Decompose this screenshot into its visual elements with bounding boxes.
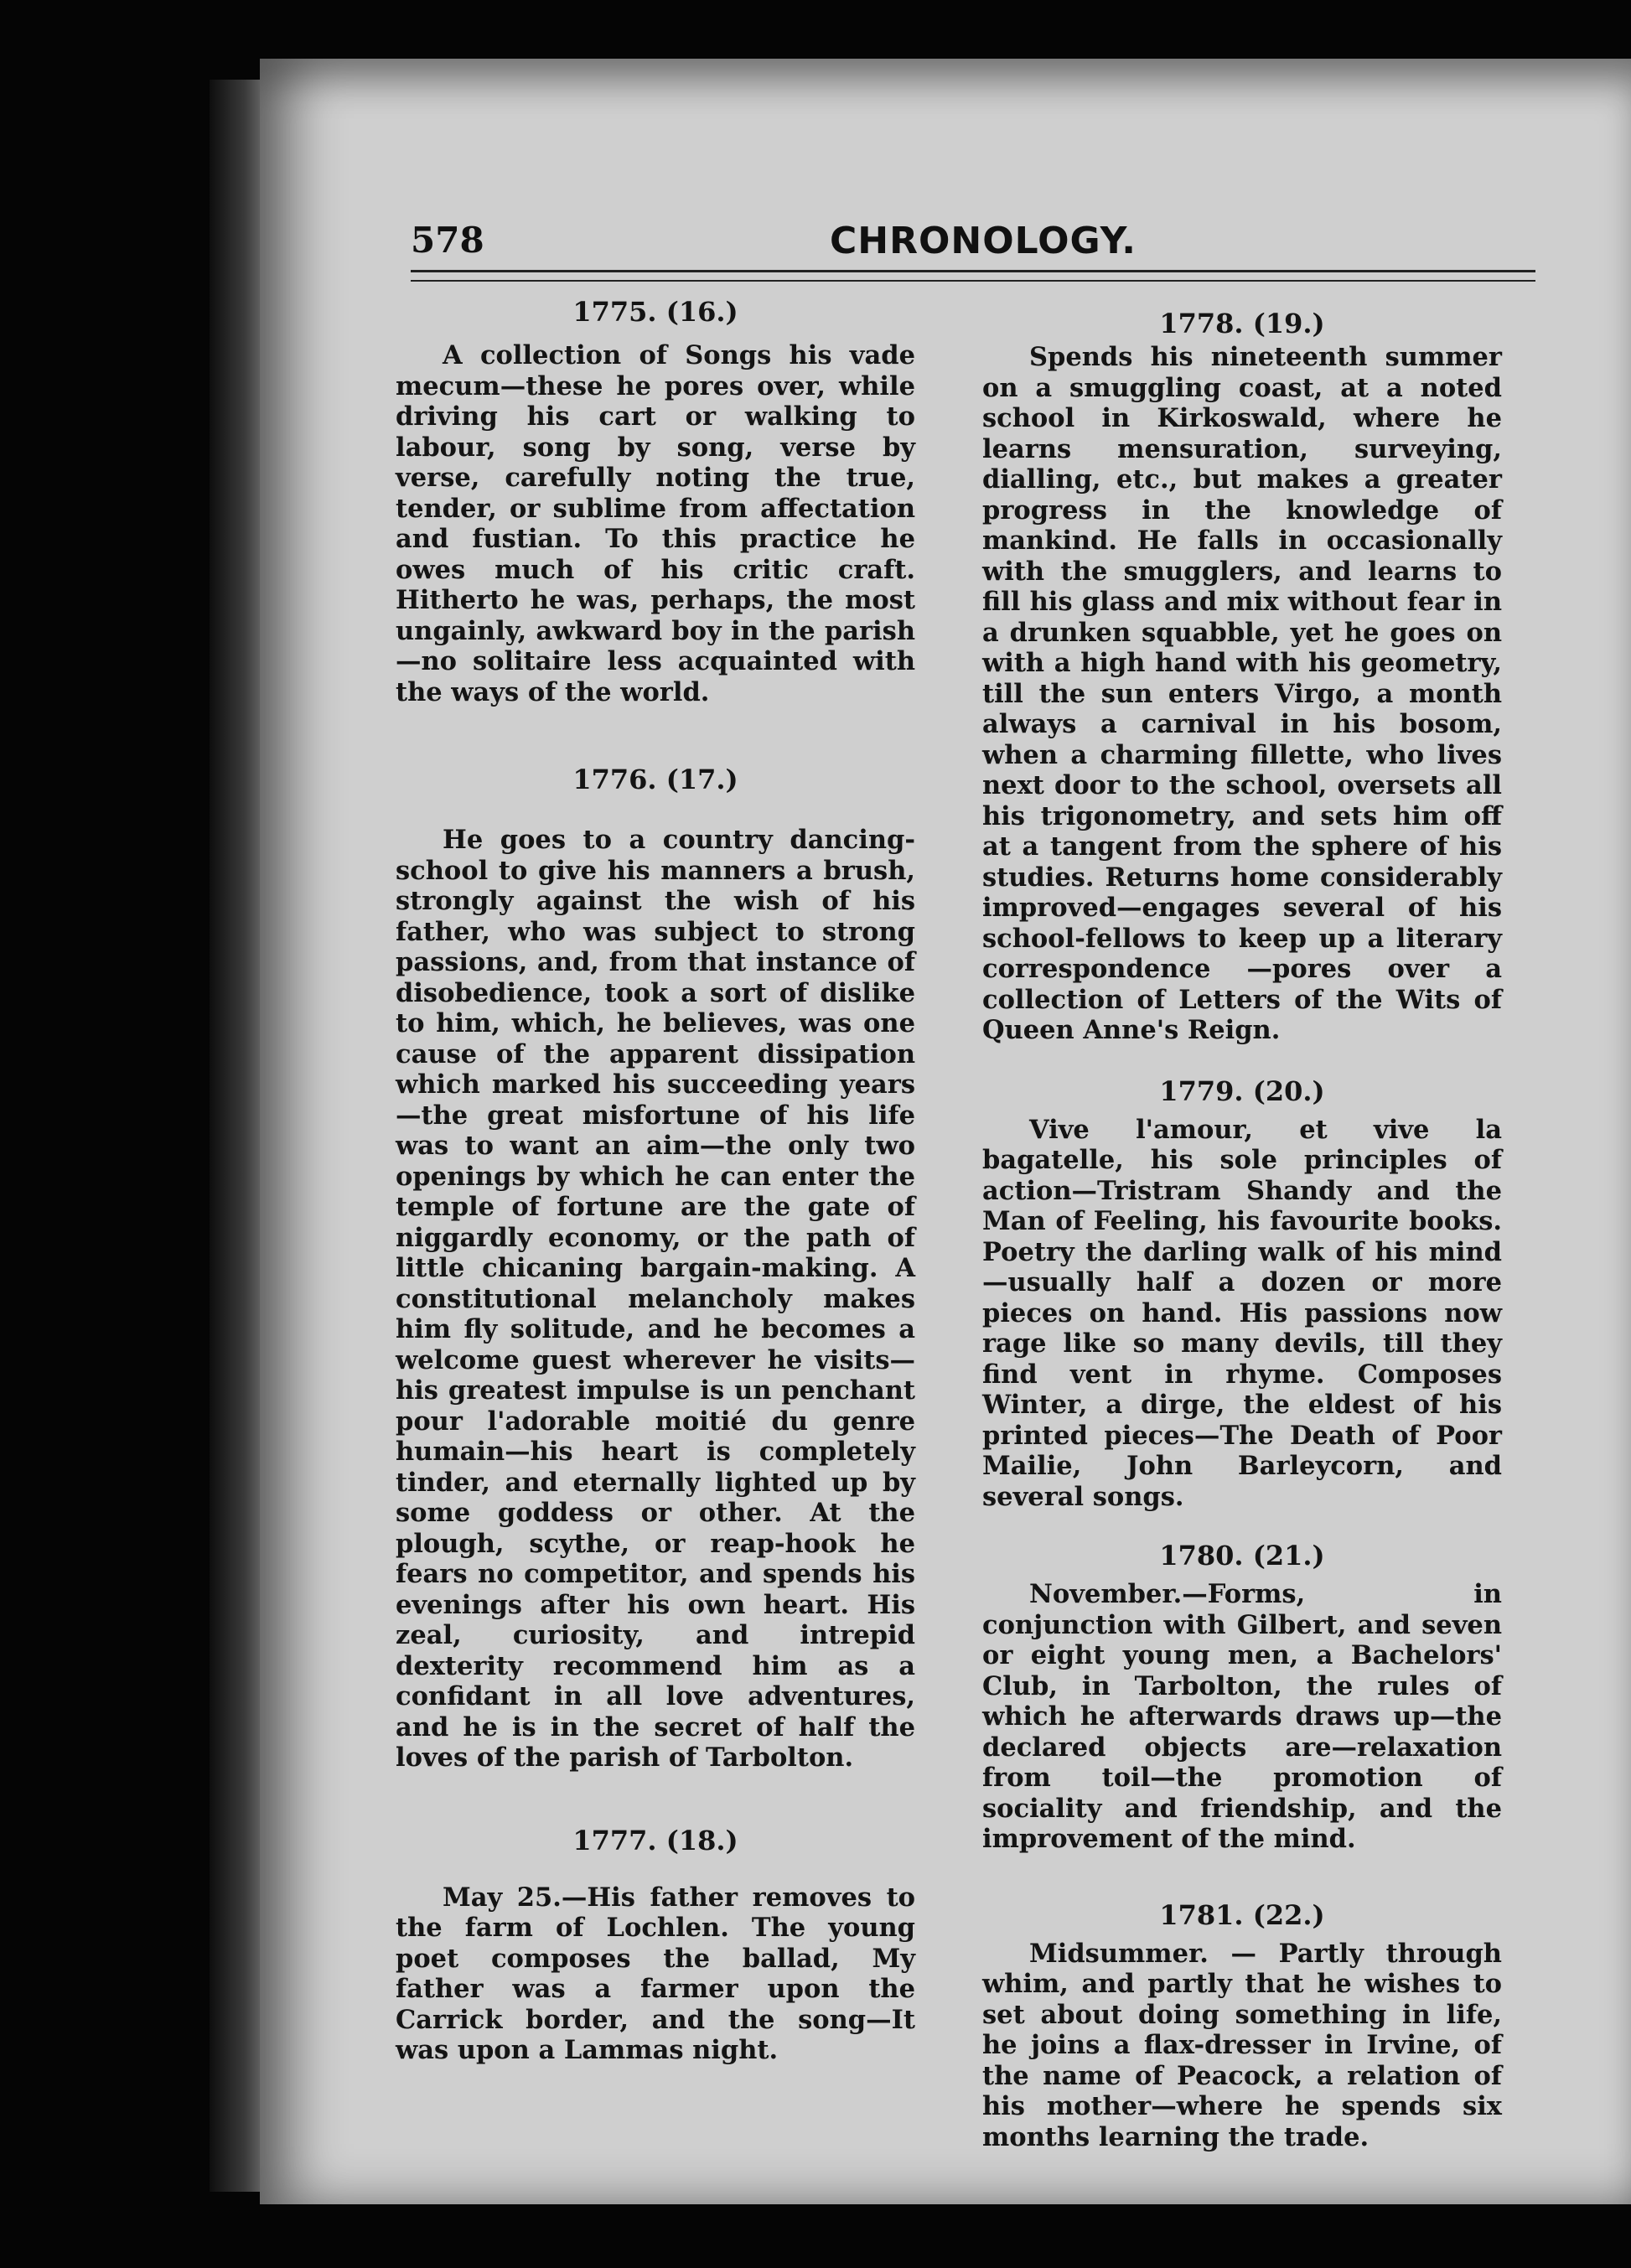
entry-text: Spends his nineteenth summer on a smuggling coast, at a noted school in Kirkoswald, where he learns mensuration, surveying, dialling, etc., but makes a greater progress in the knowledge of mankind. He falls in occasionally with the smugglers, and learns to fill his glass and mix without fear in a drunken squabble, yet he goes on with a high hand with his geometry, till the sun enters Virgo, a month always a carnival in his bosom, when a charming fillette, who lives next door to the school, oversets all his trigonometry, and sets him off at a tangent from the sphere of his studies. Returns home considerably improved—engages several of his school-fellows to keep up a literary correspondence —pores over a collection of Letters of the Wits of Queen Anne's Reign. bbox=[982, 342, 1502, 1045]
entry-text: A collection of Songs his vade mecum—these he pores over, while driving his cart or walking to labour, song by song, verse by verse, carefully noting the true, tender, or sublime from affectation and fustian. To this practice he owes much of his critic craft. Hitherto he was, perhaps, the most ungainly, awkward boy in the parish—no solitaire less acquainted with the ways of the world. bbox=[396, 340, 915, 707]
entry-text: He goes to a country dancing-school to give his manners a brush, strongly against the wish of his father, who was subject to strong passions, and, from that instance of disobedience, took a sort of dislike to him, which, he believes, was one cause of the apparent dissipation which marked his succeeding years —the great misfortune of his life was to want an aim—the only two openings by which he can enter the temple of fortune are the gate of niggardly economy, or the path of little chicaning bargain-making. A constitutional melancholy makes him fly solitude, and he becomes a welcome guest wherever he visits—his greatest impulse is un penchant pour l'adorable moitié du genre humain—his heart is completely tinder, and eternally lighted up by some goddess or other. At the plough, scythe, or reap-hook he fears no competitor, and spends his evenings after his own heart. His zeal, curiosity, and intrepid dexterity recommend him as a confidant in all love adventures, and he is in the secret of half the loves of the parish of Tarbolton. bbox=[396, 825, 915, 1773]
entry-1781 bbox=[982, 1898, 1502, 2153]
entry-heading: 1776. (17.) bbox=[572, 764, 738, 795]
entry-1779 bbox=[982, 1074, 1502, 1513]
entry-1776 bbox=[396, 763, 915, 1773]
entry-heading: 1775. (16.) bbox=[572, 296, 738, 328]
entry-1777 bbox=[396, 1824, 915, 2066]
entry-1775 bbox=[396, 295, 915, 707]
header-rule-thin bbox=[411, 280, 1535, 282]
page-number: 578 bbox=[411, 220, 484, 261]
entry-1780 bbox=[982, 1539, 1502, 1855]
entry-heading: 1778. (19.) bbox=[1159, 308, 1325, 339]
left-column bbox=[396, 292, 915, 2066]
entry-heading: 1777. (18.) bbox=[572, 1824, 738, 1856]
header-rule bbox=[411, 270, 1535, 272]
entry-text: November.—Forms, in conjunction with Gilbert, and seven or eight young men, a Bachelors' Club, in Tarbolton, the rules of which he afterwards draws up—the declared objects are—relaxation from toil—the promotion of sociality and friendship, and the improvement of the mind. bbox=[982, 1579, 1502, 1854]
running-head: CHRONOLOGY. bbox=[830, 220, 1137, 262]
entry-text: Midsummer. — Partly through whim, and partly that he wishes to set about doing something in life, he joins a flax-dresser in Irvine, of the name of Peacock, a relation of his mother—where he spends six months learning the trade. bbox=[982, 1938, 1502, 2152]
right-column bbox=[982, 292, 1502, 2152]
entry-heading: 1781. (22.) bbox=[1159, 1898, 1325, 1931]
entry-text: Vive l'amour, et vive la bagatelle, his sole principles of action—Tristram Shandy and the Man of Feeling, his favourite books. Poetry the darling walk of his mind—usually half a dozen or more pieces on hand. His passions now rage like so many devils, till they find vent in rhyme. Composes Winter, a dirge, the eldest of his printed pieces—The Death of Poor Mailie, John Barleycorn, and several songs. bbox=[982, 1114, 1502, 1512]
entry-heading: 1780. (21.) bbox=[1159, 1540, 1325, 1572]
entry-text: May 25.—His father removes to the farm of Lochlen. The young poet composes the ballad, My father was a farmer upon the Carrick border, and the song—It was upon a Lammas night. bbox=[396, 1882, 915, 2065]
entry-heading: 1779. (20.) bbox=[1159, 1074, 1325, 1107]
entry-1778 bbox=[982, 307, 1502, 1046]
